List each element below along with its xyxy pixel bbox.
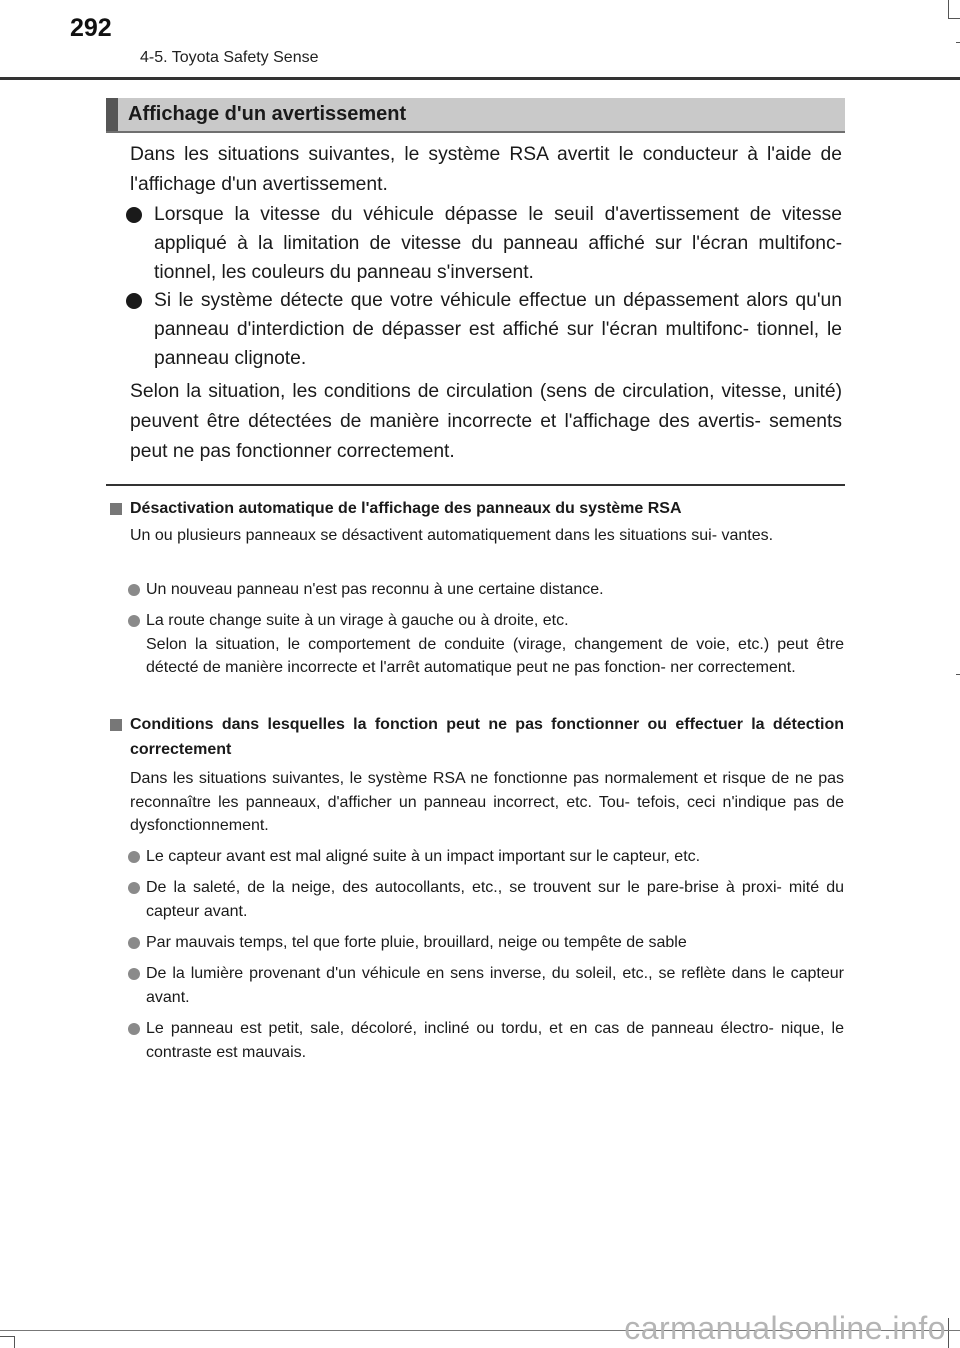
note-intro: Dans les situations suivantes, le système RSA ne fonctionne pas normalement et risque de ne pas reconnaître les panneaux, d'afficher un panneau incorrect, etc. Tou- tefois, ceci n'indique pas de dysfonctionnement. <box>130 770 844 834</box>
crop-mark <box>948 1318 949 1348</box>
bullet-text: De la saleté, de la neige, des autocollants, etc., se trouvent sur le pare-brise à proxi- mité du capteur avant. <box>146 879 844 920</box>
bullet-text: Si le système détecte que votre véhicule effectue un dépassement alors qu'un panneau d'interdiction de dépasser est affiché sur l'écran multifonc- tionnel, le panneau clignote. <box>154 290 842 369</box>
bullet-dot-icon <box>126 293 142 309</box>
crop-mark <box>948 0 949 18</box>
page-number: 292 <box>70 14 112 42</box>
section-title: Affichage d'un avertissement <box>128 103 407 125</box>
section-outro: Selon la situation, les conditions de circulation (sens de circulation, vitesse, unité) peuvent être détectées de manière incorrecte et l'affichage des avertis- sements peut ne pas fonctionner correctement. <box>130 381 842 462</box>
section-intro: Dans les situations suivantes, le système RSA avertit le conducteur à l'aide de l'affichage d'un avertissement. <box>130 144 842 195</box>
bullet-dot-icon <box>128 615 140 627</box>
watermark: carmanualsonline.info <box>624 1310 946 1346</box>
bullet-text: Un nouveau panneau n'est pas reconnu à une certaine distance. <box>146 581 604 598</box>
bullet-dot-icon <box>128 851 140 863</box>
note-bullet <box>128 609 844 680</box>
note-heading <box>110 496 844 521</box>
bullet-dot-icon <box>128 937 140 949</box>
note-bullet <box>128 931 844 955</box>
note-title: Conditions dans lesquelles la fonction peut ne pas fonctionner ou effectuer la détection correctement <box>130 716 844 758</box>
crop-mark <box>14 1336 15 1348</box>
chapter-title: 4-5. Toyota Safety Sense <box>140 49 319 66</box>
bullet-continuation: Selon la situation, le comportement de conduite (virage, changement de voie, etc.) peut être détecté de manière incorrecte et l'arrêt automatique peut ne pas fonction- ner correctement. <box>146 635 844 676</box>
crop-mark <box>956 674 960 675</box>
bullet-dot-icon <box>126 207 142 223</box>
bullet-line: La route change suite à un virage à gauche ou à droite, etc. <box>146 612 569 629</box>
note-heading <box>110 712 844 762</box>
crop-mark <box>948 18 960 19</box>
note-bullet <box>128 578 844 602</box>
bullet-dot-icon <box>128 584 140 596</box>
bullet-text <box>146 609 844 680</box>
bullet-text: Le capteur avant est mal aligné suite à un impact important sur le capteur, etc. <box>146 848 701 865</box>
note-bullet <box>128 962 844 1009</box>
crop-mark <box>0 1336 14 1337</box>
note-bullet <box>128 876 844 923</box>
square-bullet-icon <box>110 503 122 515</box>
note-bullet <box>128 845 844 869</box>
section-heading <box>106 98 845 133</box>
crop-mark <box>956 42 960 43</box>
bullet-text: Lorsque la vitesse du véhicule dépasse le seuil d'avertissement de vitesse appliqué à la limitation de vitesse du panneau affiché sur l'écran multifonc- tionnel, les couleurs du panneau s'inversent. <box>154 204 842 283</box>
warning-bullet <box>126 200 842 287</box>
bullet-dot-icon <box>128 1023 140 1035</box>
bullet-text: Par mauvais temps, tel que forte pluie, brouillard, neige ou tempête de sable <box>146 934 687 951</box>
square-bullet-icon <box>110 719 122 731</box>
bullet-dot-icon <box>128 882 140 894</box>
note-intro: Un ou plusieurs panneaux se désactivent automatiquement dans les situations sui- vantes. <box>130 527 774 544</box>
warning-bullet <box>126 286 842 373</box>
note-title: Désactivation automatique de l'affichage des panneaux du système RSA <box>130 500 682 517</box>
bullet-text: Le panneau est petit, sale, décoloré, incliné ou tordu, et en cas de panneau électro- nique, le contraste est mauvais. <box>146 1020 844 1061</box>
section-divider <box>106 484 845 486</box>
bullet-dot-icon <box>128 968 140 980</box>
bullet-text: De la lumière provenant d'un véhicule en sens inverse, du soleil, etc., se reflète dans le capteur avant. <box>146 965 844 1006</box>
header-rule <box>0 77 960 80</box>
note-bullet <box>128 1017 844 1064</box>
heading-bar <box>106 98 118 131</box>
